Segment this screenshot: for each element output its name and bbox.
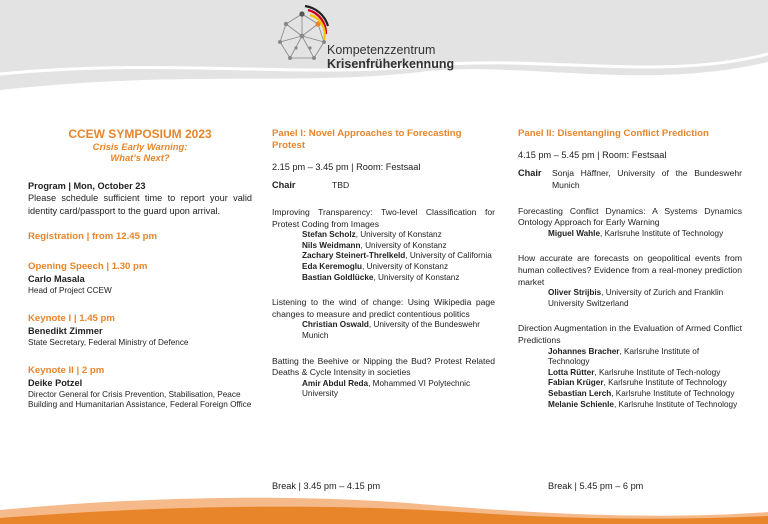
symposium-subtitle-2: What’s Next? xyxy=(110,152,170,163)
panel2-talk3-title: Direction Augmentation in the Evaluation of Armed Conflict Predictions xyxy=(518,323,742,345)
symposium-title: CCEW SYMPOSIUM 2023 xyxy=(68,127,212,141)
panel2-talk3-author: Melanie Schienle, Karlsruhe Institute of Technology xyxy=(548,399,738,409)
panel1-chair-label: Chair xyxy=(272,180,296,191)
panel1-break: Break | 3.45 pm – 4.15 pm xyxy=(272,481,381,491)
program-column xyxy=(28,128,252,411)
panel2-chair-name: Sonja Häffner, University of the Bundeswehr Munich xyxy=(552,168,742,190)
panel2-talk3-author: Fabian Krüger, Karlsruhe Institute of Technology xyxy=(548,378,727,388)
footer-wave xyxy=(0,490,768,524)
symposium-subtitle-1: Crisis Early Warning: xyxy=(92,141,188,152)
panel1-talk2-author: Christian Oswald, University of the Bundeswehr Munich xyxy=(302,320,480,340)
logo-network-icon xyxy=(272,4,332,70)
program-note: Please schedule sufficient time to report your valid identity card/passport to the guard upon arrival. xyxy=(28,193,252,216)
keynote2-speaker: Deike Potzel xyxy=(28,378,83,389)
panel2-talk3-author: Lotta Rütter, Karlsruhe Institute of Tech-nology xyxy=(548,367,721,377)
panel1-chair xyxy=(272,180,495,192)
panel2-talk1-title: Forecasting Conflict Dynamics: A Systems Dynamics Ontology Approach for Early Warning xyxy=(518,205,742,228)
panel1-talk1-author: Bastian Goldlücke, University of Konstanz xyxy=(302,272,460,282)
registration-heading: Registration | from 12.45 pm xyxy=(28,231,158,243)
program-heading: Program | Mon, October 23 xyxy=(28,181,146,191)
panel2-title: Panel II: Disentangling Conflict Prediction xyxy=(518,128,709,139)
panel1-talk1-author: Stefan Scholz, University of Konstanz xyxy=(302,230,442,240)
panel2-column xyxy=(518,128,742,410)
keynote2-heading: Keynote II | 2 pm xyxy=(28,365,105,377)
keynote1-heading: Keynote I | 1.45 pm xyxy=(28,313,115,325)
panel2-talk1-author: Miguel Wahle, Karlsruhe Institute of Technology xyxy=(548,228,724,238)
opening-role: Head of Project CCEW xyxy=(28,285,112,295)
brand-line-1: Kompetenzzentrum xyxy=(327,43,436,57)
panel1-talk1-author: Eda Keremoglu, University of Konstanz xyxy=(302,261,449,271)
panel2-talk3-author: Sebastian Lerch, Karlsruhe Institute of Technology xyxy=(548,388,735,398)
panel2-talk2-author: Oliver Strijbis, University of Zurich and Franklin University Switzerland xyxy=(548,288,724,308)
panel1-talk1-author: Nils Weidmann, University of Konstanz xyxy=(302,240,447,250)
panel2-talk2-title: How accurate are forecasts on geopolitical events from human collectives? Evidence from a real-money prediction market xyxy=(518,253,742,287)
panel2-break: Break | 5.45 pm – 6 pm xyxy=(548,481,644,491)
keynote2-role: Director General for Crisis Prevention, Stabilisation, Peace Building and Humanitarian Assistance, Federal Foreign Office xyxy=(28,389,252,410)
panel1-talk3-author: Amir Abdul Reda, Mohammed VI Polytechnic University xyxy=(302,378,471,399)
brand-line-2: Krisenfrüherkennung xyxy=(327,57,455,71)
opening-heading: Opening Speech | 1.30 pm xyxy=(28,261,148,273)
panel1-talk3-title: Batting the Beehive or Nipping the Bud? Protest Related Deaths & Cycle Intensity in societies xyxy=(272,355,495,378)
panel2-chair-label: Chair xyxy=(518,168,542,179)
panel2-time: 4.15 pm – 5.45 pm | Room: Festsaal xyxy=(518,150,667,160)
panel1-talk2-title: Listening to the wind of change: Using Wikipedia page changes to measure and predict contentious politics xyxy=(272,297,495,319)
panel2-chair xyxy=(518,168,742,191)
opening-speaker: Carlo Masala xyxy=(28,274,85,285)
panel2-talk3-author: Johannes Bracher, Karlsruhe Institute of Technology xyxy=(548,346,700,367)
panel1-time: 2.15 pm – 3.45 pm | Room: Festsaal xyxy=(272,162,421,172)
panel1-column xyxy=(272,128,495,400)
panel1-talk1-title: Improving Transparency: Two-level Classification for Protest Coding from Images xyxy=(272,207,495,229)
panel1-talk1-author: Zachary Steinert-Threlkeld, University of California xyxy=(302,251,492,261)
keynote1-role: State Secretary, Federal Ministry of Defence xyxy=(28,337,189,347)
panel1-title: Panel I: Novel Approaches to Forecasting Protest xyxy=(272,128,462,151)
keynote1-speaker: Benedikt Zimmer xyxy=(28,326,103,337)
panel1-chair-name: TBD xyxy=(332,180,350,191)
